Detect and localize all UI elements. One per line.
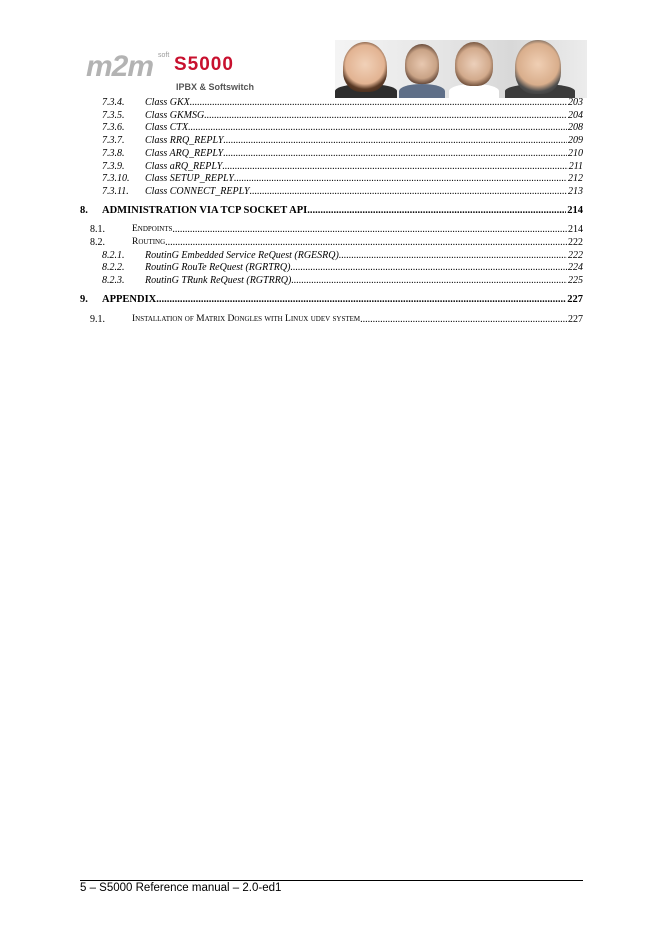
toc-entry-number: 7.3.5. (102, 109, 125, 121)
toc-entry-title: Class GKX (145, 97, 190, 108)
header-photo (335, 40, 587, 98)
toc-leader-dots (204, 109, 567, 122)
toc-leader-dots (188, 121, 567, 134)
toc-entry-title: ADMINISTRATION VIA TCP SOCKET API (102, 205, 308, 216)
toc-leader-dots (222, 160, 567, 173)
toc-leader-dots (190, 96, 567, 109)
toc-entry-number: 8.2.3. (102, 275, 125, 287)
toc-entry[interactable] (80, 185, 583, 198)
toc-entry-number: 7.3.10. (102, 173, 130, 185)
toc-entry-page: 222 (568, 237, 583, 248)
toc-leader-dots (165, 236, 567, 249)
toc-entry-number: 9.1. (90, 314, 105, 325)
toc-entry[interactable] (80, 313, 583, 326)
toc-entry[interactable] (80, 96, 583, 109)
toc-entry-page: 222 (568, 249, 583, 261)
toc-entry-title: Endpoints (132, 224, 173, 234)
toc-entry[interactable] (80, 261, 583, 274)
toc-entry-page: 214 (568, 224, 583, 235)
toc-entry-number: 7.3.8. (102, 147, 125, 159)
toc-entry-title: RoutinG RouTe ReQuest (RGRTRQ) (145, 262, 291, 274)
toc-entry[interactable] (80, 121, 583, 134)
toc-entry-title: Class GKMSG (145, 109, 205, 121)
toc-entry-title: Class ARQ_REPLY (145, 147, 224, 159)
toc-entry[interactable] (80, 236, 583, 249)
logo-mark: m2m (86, 50, 154, 83)
toc-entry-page: 214 (567, 205, 583, 216)
toc-entry-title: APPENDIX (102, 294, 157, 305)
toc-entry-page: 224 (568, 262, 583, 274)
toc-entry-number: 8.2. (90, 237, 105, 248)
toc-entry[interactable] (80, 204, 583, 217)
toc-entry-page: 209 (568, 135, 583, 147)
toc-entry-title: Class CONNECT_REPLY (145, 185, 250, 197)
toc-entry[interactable] (80, 293, 583, 306)
toc-entry-page: 213 (568, 185, 583, 197)
person-image (405, 44, 439, 84)
page-header (80, 40, 587, 98)
toc-entry-page: 208 (568, 122, 583, 134)
toc-leader-dots (172, 223, 567, 236)
toc-entry-page: 204 (568, 109, 583, 121)
toc-entry-number: 8.2.1. (102, 249, 125, 261)
toc-entry-number: 8. (80, 205, 88, 216)
toc-entry[interactable] (80, 249, 583, 262)
toc-entry-title: RoutinG TRunk ReQuest (RGTRRQ) (145, 275, 292, 287)
toc-entry-title: Class aRQ_REPLY (145, 160, 223, 172)
toc-entry-page: 225 (568, 275, 583, 287)
logo-product: S5000 (174, 54, 234, 75)
toc-entry-title: Class SETUP_REPLY (145, 173, 234, 185)
toc-leader-dots (156, 293, 566, 306)
toc-entry-number: 9. (80, 294, 88, 305)
toc-entry-title: Installation of Matrix Dongles with Linux udev system (132, 314, 361, 324)
toc-entry[interactable] (80, 109, 583, 122)
toc-leader-dots (234, 172, 567, 185)
toc-entry-number: 7.3.11. (102, 185, 129, 197)
person-image (343, 42, 387, 92)
toc-entry-number: 7.3.7. (102, 135, 125, 147)
person-image (515, 40, 561, 94)
toc-entry-title: Routing (132, 237, 166, 247)
toc-leader-dots (360, 313, 567, 326)
toc-entry-page: 227 (568, 314, 583, 325)
person-image (455, 42, 493, 86)
toc-entry[interactable] (80, 172, 583, 185)
company-logo (80, 40, 340, 98)
toc-entry[interactable] (80, 147, 583, 160)
footer-divider (80, 880, 583, 881)
toc-entry[interactable] (80, 134, 583, 147)
toc-leader-dots (307, 204, 566, 217)
toc-leader-dots (339, 249, 567, 262)
toc-entry-number: 8.1. (90, 224, 105, 235)
toc-entry-title: Class CTX (145, 122, 189, 134)
toc-entry-number: 7.3.9. (102, 160, 125, 172)
toc-entry[interactable] (80, 274, 583, 287)
toc-entry-page: 203 (568, 97, 583, 108)
toc-entry-page: 227 (567, 294, 583, 305)
toc-entry-number: 7.3.4. (102, 97, 125, 108)
toc-entry-number: 7.3.6. (102, 122, 125, 134)
logo-tagline: IPBX & Softswitch (176, 82, 255, 92)
toc-leader-dots (290, 261, 567, 274)
toc-entry[interactable] (80, 160, 583, 173)
toc-entry-number: 8.2.2. (102, 262, 125, 274)
toc-entry-page: 210 (568, 147, 583, 159)
toc-entry-title: RoutinG Embedded Service ReQuest (RGESRQ) (145, 249, 339, 261)
toc-entry-page: 211 (568, 160, 583, 172)
page-footer: 5 – S5000 Reference manual – 2.0-ed1 (80, 882, 282, 894)
toc-leader-dots (291, 274, 567, 287)
toc-entry[interactable] (80, 223, 583, 236)
toc-leader-dots (223, 147, 567, 160)
toc-entry-title: Class RRQ_REPLY (145, 135, 224, 147)
toc-leader-dots (223, 134, 567, 147)
toc-leader-dots (250, 185, 567, 198)
toc-entry-page: 212 (568, 173, 583, 185)
logo-soft: soft (158, 52, 170, 59)
